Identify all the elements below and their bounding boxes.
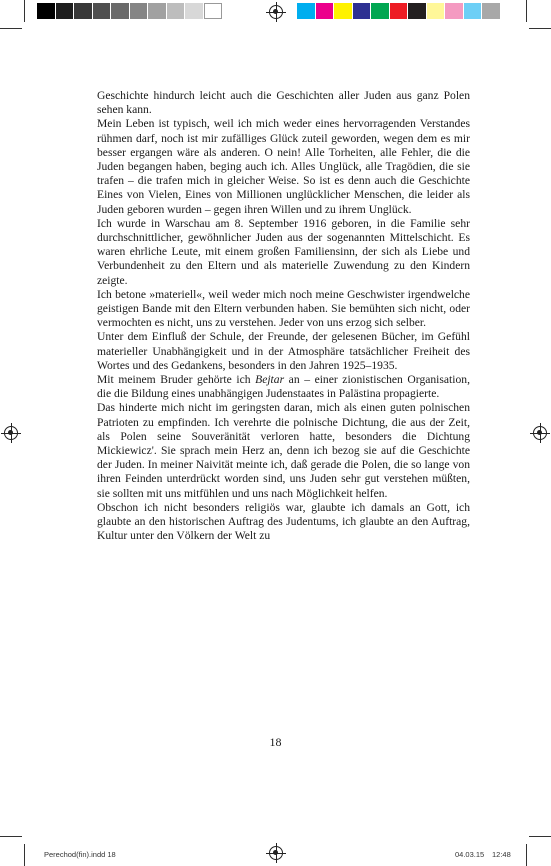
color-swatch <box>111 3 130 19</box>
paragraph-text: Geschichte hindurch leicht auch die Geschichten aller Juden aus ganz Polen sehen kann. <box>97 89 470 117</box>
paragraph-text: Unter dem Einfluß der Schule, der Freunde, der gelesenen Bücher, im Gefühl materieller Unabhängigkeit und in der Atmosphäre tatsächlicher Freiheit des Wortes und des Gedankens, besonders in den Jahren 1925–1935. <box>97 330 470 372</box>
crop-mark <box>529 836 551 837</box>
color-swatch <box>204 3 223 19</box>
registration-mark-icon <box>4 426 18 440</box>
slug-time: 12:48 <box>492 850 511 859</box>
paragraph-text: Ich wurde in Warschau am 8. September 1916 geboren, in die Familie sehr durchschnittlicher, gewöhnlicher Juden aus der sogenannten Mittelschicht. Es waren ehrliche Leute, mit einem großen Familiensinn, der sich als Liebe und Verbundenheit zu den Eltern und als materielle Zuwendung zu den Kindern zeigte. <box>97 216 470 287</box>
registration-mark-icon <box>533 426 547 440</box>
page-number: 18 <box>269 735 282 749</box>
process-color-bar <box>297 3 501 19</box>
color-swatch <box>56 3 75 19</box>
paragraph-text: Obschon ich nicht besonders religiös war, glaubte ich damals an Gott, ich glaubte an den historischen Auftrag des Judentums, ich glaubte an den Auftrag, Kultur unter den Völkern der Welt zu <box>97 500 470 543</box>
color-swatch <box>297 3 316 19</box>
color-swatch <box>185 3 204 19</box>
color-swatch <box>334 3 353 19</box>
color-swatch <box>445 3 464 19</box>
color-swatch <box>390 3 409 19</box>
paragraph <box>97 401 470 500</box>
crop-mark <box>529 28 551 29</box>
registration-mark-icon <box>269 846 283 860</box>
grayscale-color-bar <box>37 3 222 19</box>
color-swatch <box>371 3 390 19</box>
color-swatch <box>427 3 446 19</box>
paragraph <box>97 89 470 117</box>
color-swatch <box>167 3 186 19</box>
crop-mark <box>24 0 25 22</box>
color-swatch <box>482 3 501 19</box>
paragraph-text: Das hinderte mich nicht im geringsten daran, mich als einen guten polnischen Patrioten zu empfinden. Ich verehrte die polnische Dichtung, die aus der Zeit, als Polen seine Souveränität verloren hatte, besonders die Dichtung Mickiewicz'. Sie sprach mein Herz an, denn ich bezog sie auf die Geschichte der Juden. In meiner Naivität meinte ich, daß gerade die Polen, die so lange von ihren Feinden unterdrückt worden sind, uns Juden sehr gut verstehen müßten, sie sollten mit uns mitfühlen und uns nach Möglichkeit helfen. <box>97 401 470 500</box>
crop-mark <box>0 836 22 837</box>
color-swatch <box>130 3 149 19</box>
color-swatch <box>464 3 483 19</box>
color-swatch <box>408 3 427 19</box>
crop-mark <box>526 0 527 22</box>
crop-mark <box>0 28 22 29</box>
paragraph <box>97 288 470 331</box>
paragraph-text: an – einer zionistischen Organisation, die die Bildung eines unabhängigen Judenstaates in Palästina propagierte. <box>97 373 470 401</box>
color-swatch <box>37 3 56 19</box>
color-swatch <box>148 3 167 19</box>
paragraph <box>97 330 470 373</box>
slug-file-label: Perechod(fin).indd 18 <box>44 850 116 859</box>
registration-mark-icon <box>269 5 283 19</box>
slug-date: 04.03.15 <box>455 850 485 859</box>
color-swatch <box>316 3 335 19</box>
color-swatch <box>93 3 112 19</box>
italic-term: Bejtar <box>255 373 285 387</box>
paragraph <box>97 373 470 401</box>
body-text <box>97 89 470 544</box>
crop-mark <box>526 844 527 866</box>
paragraph-text: Mein Leben ist typisch, weil ich mich weder eines hervorragenden Verstandes rühmen darf, noch ist mir zufälliges Glück zuteil geworden, wegen dem es mir besser ergangen wäre als anderen. O nein! Alle Torheiten, alle Fehler, die die Juden begangen haben, beging auch ich. Alles Unglück, alle Tragödien, die sie trafen – die trafen mich in gleicher Weise. So ist es denn auch die Geschichte Eines von Vielen, Eines von Millionen unglücklicher Menschen, die leider als Juden geboren wurden – gegen ihren Willen und zu ihrem Unglück. <box>97 117 470 216</box>
paragraph-text: Ich betone »materiell«, weil weder mich noch meine Geschwister irgendwelche geistigen Bande mit den Eltern verbunden haben. Sie bemühten sich nicht, oder vermochten es nicht, uns zu verstehen. Jeder von uns erzog sich selber. <box>97 287 470 330</box>
paragraph <box>97 501 470 544</box>
crop-mark <box>24 844 25 866</box>
paragraph-text: Mit meinem Bruder gehörte ich <box>97 373 256 387</box>
paragraph <box>97 217 470 288</box>
color-swatch <box>74 3 93 19</box>
color-swatch <box>353 3 372 19</box>
paragraph <box>97 117 470 216</box>
